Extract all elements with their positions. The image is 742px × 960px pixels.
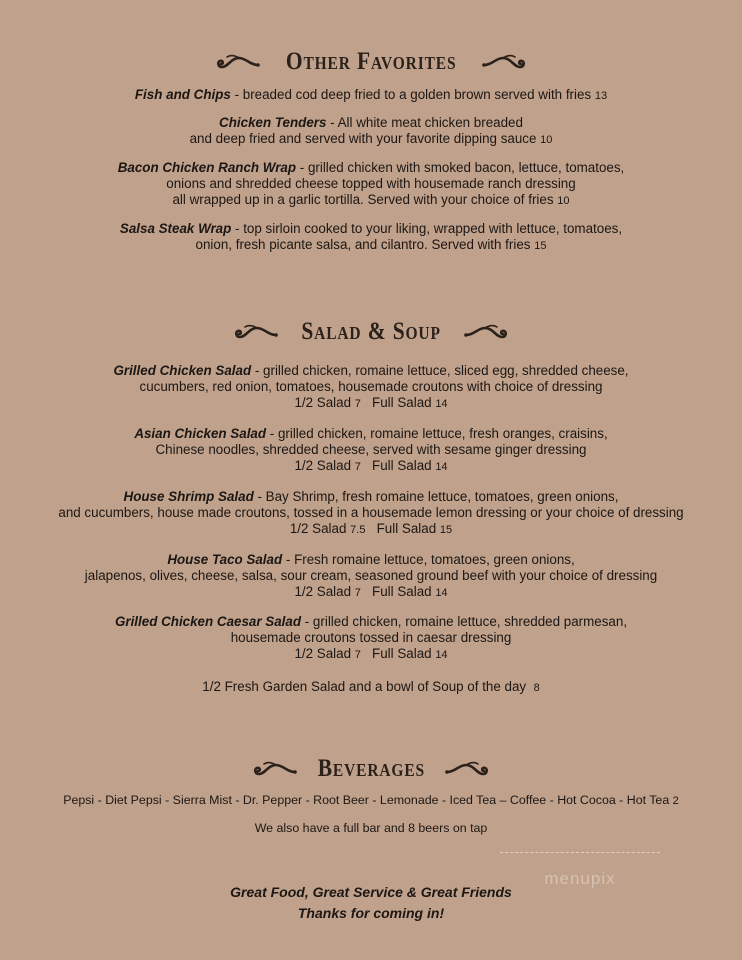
menu-item-bacon-chicken-ranch-wrap: Bacon Chicken Ranch Wrap - grilled chicken with smoked bacon, lettuce, tomatoes, onions and shredded cheese topped with housemade ranch dressing all wrapped up in a garlic tortilla. Served with your choice of fries 10 — [117, 160, 625, 207]
scroll-flourish-icon — [216, 52, 260, 72]
scroll-flourish-icon — [445, 759, 489, 779]
menu-item-fish-and-chips: Fish and Chips - breaded cod deep fried to a golden brown served with fries 13 — [134, 87, 608, 102]
scroll-flourish-icon — [464, 322, 508, 342]
menu-item-asian-chicken-salad: Asian Chicken Salad - grilled chicken, romaine lettuce, fresh oranges, craisins, Chinese noodles, shredded cheese, served with sesame ginger dressing 1/2 Salad 7 Full Salad 14 — [134, 426, 608, 473]
menu-item-house-shrimp-salad: House Shrimp Salad - Bay Shrimp, fresh romaine lettuce, tomatoes, green onions, and cucumbers, house made croutons, tossed in a housemade lemon dressing or your choice of dressing 1/2 Salad 7.5 Full Salad 15 — [58, 489, 684, 536]
menu-item-house-taco-salad: House Taco Salad - Fresh romaine lettuce, tomatoes, green onions, jalapenos, olives, cheese, salsa, sour cream, seasoned ground beef with your choice of dressing 1/2 Salad 7 Full Salad 14 — [84, 552, 658, 599]
watermark: menupix — [500, 852, 660, 904]
menu-item-chicken-tenders: Chicken Tenders - All white meat chicken breaded and deep fried and served with your favorite dipping sauce 10 — [189, 115, 553, 146]
section-title: Other Favorites — [285, 48, 457, 75]
menu-item-grilled-chicken-caesar-salad: Grilled Chicken Caesar Salad - grilled chicken, romaine lettuce, shredded parmesan, housemade croutons tossed in caesar dressing 1/2 Salad 7 Full Salad 14 — [114, 614, 628, 661]
price: 10 — [557, 194, 570, 207]
price: 10 — [540, 133, 553, 146]
section-header-beverages — [0, 755, 742, 783]
beverage-list: Pepsi - Diet Pepsi - Sierra Mist - Dr. Pepper - Root Beer - Lemonade - Iced Tea – Coffee - Hot Cocoa - Hot Tea 2 — [63, 793, 679, 807]
scroll-flourish-icon — [234, 322, 278, 342]
menu-item-salad-soup-combo: 1/2 Fresh Garden Salad and a bowl of Soup of the day 8 — [202, 679, 540, 694]
section-title: Beverages — [317, 755, 425, 782]
bar-note: We also have a full bar and 8 beers on tap — [254, 821, 488, 835]
scroll-flourish-icon — [482, 52, 526, 72]
scroll-flourish-icon — [253, 759, 297, 779]
menu-item-salsa-steak-wrap: Salsa Steak Wrap - top sirloin cooked to your liking, wrapped with lettuce, tomatoes, onion, fresh picante salsa, and cilantro. Served with fries 15 — [119, 221, 623, 252]
menu-item-grilled-chicken-salad: Grilled Chicken Salad - grilled chicken, romaine lettuce, sliced egg, shredded cheese, cucumbers, red onion, tomatoes, housemade croutons with choice of dressing 1/2 Salad 7 Full Salad 14 — [113, 363, 629, 410]
section-header-other-favorites — [0, 48, 742, 76]
section-header-salad-soup — [0, 318, 742, 346]
section-title: Salad & Soup — [301, 318, 441, 345]
price: 15 — [534, 239, 547, 252]
footer-message: Great Food, Great Service & Great Friends Thanks for coming in! — [230, 884, 512, 921]
price: 13 — [594, 90, 608, 102]
